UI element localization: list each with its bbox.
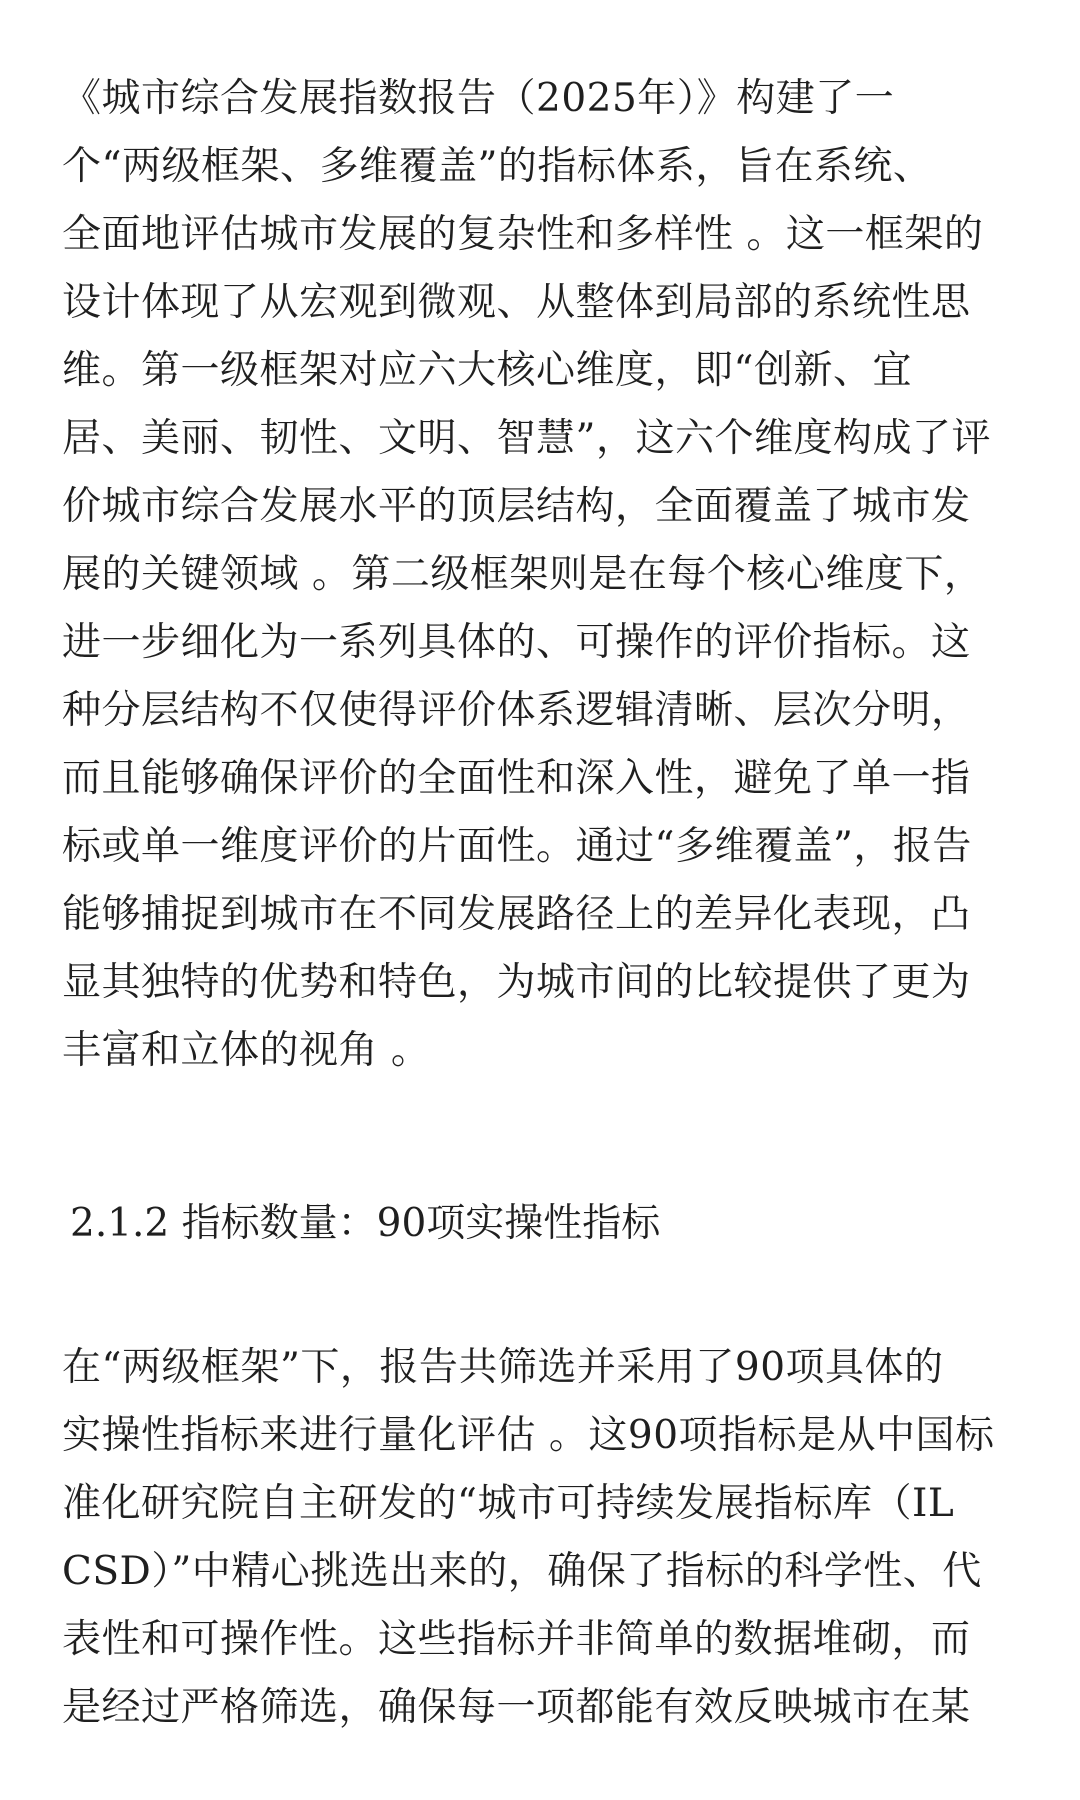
text-line: 居、美丽、韧性、文明、智慧”，这六个维度构成了评 [62,416,991,461]
text-line: 标或单一维度评价的片面性。通过“多维覆盖”，报告 [62,824,972,869]
text-line: 准化研究院自主研发的“城市可持续发展指标库（IL [62,1481,955,1526]
text-line: CSD）”中精心挑选出来的，确保了指标的科学性、代 [62,1549,982,1594]
text-line: 价城市综合发展水平的顶层结构，全面覆盖了城市发 [62,484,971,529]
section-heading: 2.1.2 指标数量：90项实操性指标 [70,1201,661,1246]
text-line: 能够捕捉到城市在不同发展路径上的差异化表现，凸 [62,892,971,937]
paragraph-indicator-count [62,1334,1022,1742]
text-line: 进一步细化为一系列具体的、可操作的评价指标。这 [62,620,971,665]
text-line: 《城市综合发展指数报告（2025年）》构建了一 [62,76,895,121]
text-line: 是经过严格筛选，确保每一项都能有效反映城市在某 [62,1685,971,1730]
text-line: 而且能够确保评价的全面性和深入性，避免了单一指 [62,756,971,801]
text-line: 实操性指标来进行量化评估 。这90项指标是从中国标 [62,1413,995,1458]
text-line: 展的关键领域 。第二级框架则是在每个核心维度下， [62,552,984,597]
text-line: 丰富和立体的视角 。 [62,1028,431,1073]
text-line: 在“两级框架”下，报告共筛选并采用了90项具体的 [62,1345,944,1390]
text-line: 表性和可操作性。这些指标并非简单的数据堆砌，而 [62,1617,971,1662]
text-line: 维。第一级框架对应六大核心维度，即“创新、宜 [62,348,912,393]
text-line: 设计体现了从宏观到微观、从整体到局部的系统性思 [62,280,971,325]
text-line: 显其独特的优势和特色，为城市间的比较提供了更为 [62,960,971,1005]
text-line: 全面地评估城市发展的复杂性和多样性 。这一框架的 [62,212,984,257]
text-line: 个“两级框架、多维覆盖”的指标体系，旨在系统、 [62,144,933,189]
paragraph-intro [62,65,1022,1085]
text-line: 种分层结构不仅使得评价体系逻辑清晰、层次分明， [62,688,971,733]
